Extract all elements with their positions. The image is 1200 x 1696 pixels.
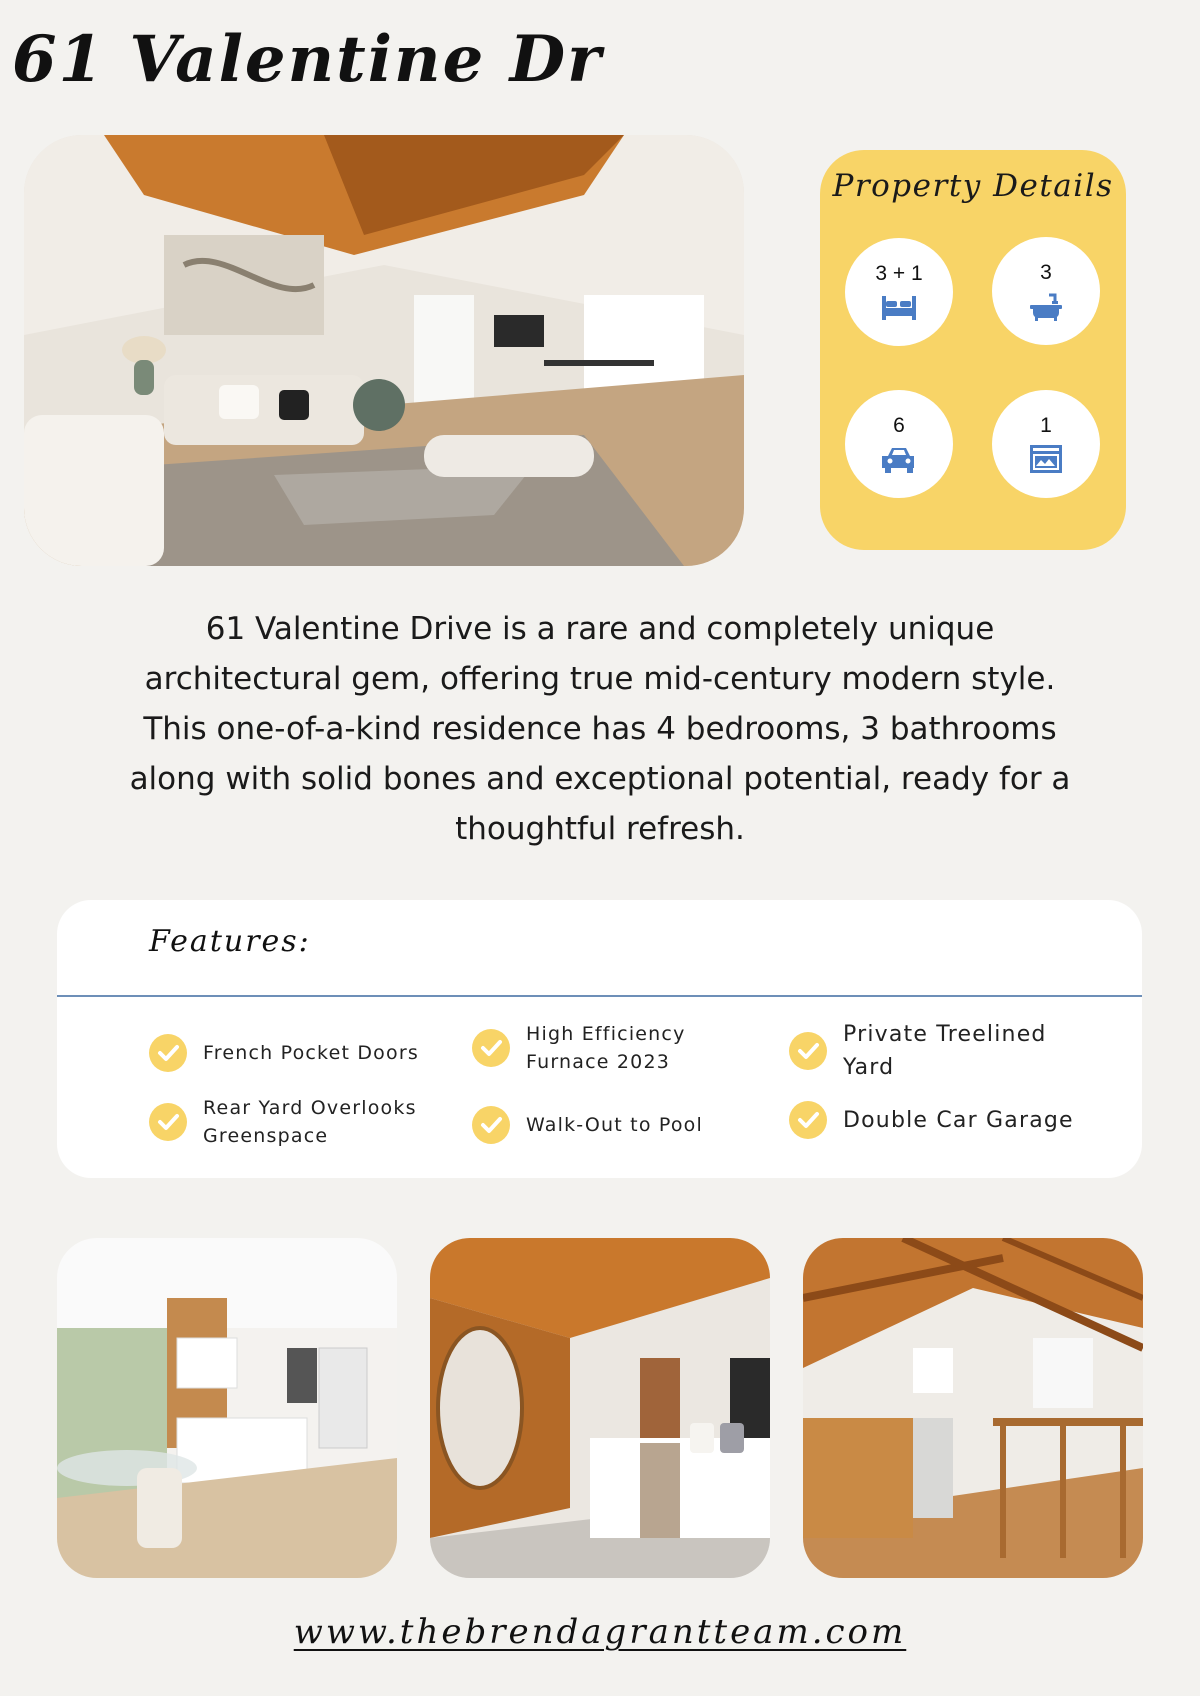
kitchen-value: 1 xyxy=(1040,414,1052,437)
feature-item xyxy=(472,1020,686,1076)
features-card xyxy=(57,900,1142,1178)
bedroom-photo xyxy=(430,1238,770,1578)
parking-value: 6 xyxy=(893,414,905,437)
feature-label: Rear Yard Overlooks Greenspace xyxy=(203,1097,417,1147)
feature-label: High Efficiency Furnace 2023 xyxy=(526,1023,686,1073)
bed-icon xyxy=(880,292,918,322)
feature-item xyxy=(789,1101,1074,1139)
feature-label: Double Car Garage xyxy=(843,1107,1074,1133)
check-icon xyxy=(149,1103,187,1141)
feature-label: Walk-Out to Pool xyxy=(526,1114,703,1136)
check-icon xyxy=(472,1106,510,1144)
bathrooms-value: 3 xyxy=(1040,261,1052,284)
property-details-card xyxy=(820,150,1126,550)
bathtub-icon xyxy=(1027,291,1065,321)
features-heading: Features: xyxy=(149,924,311,959)
feature-label: French Pocket Doors xyxy=(203,1042,419,1064)
feature-item xyxy=(149,1094,417,1150)
property-description: 61 Valentine Drive is a rare and completely unique architectural gem, offering true mid-century modern style. This one-of-a-kind residence has 4 bedrooms, 3 bathrooms along with solid bones and exceptional potential, ready for a thoughtful refresh. xyxy=(129,611,1071,847)
check-icon xyxy=(789,1032,827,1070)
check-icon xyxy=(149,1034,187,1072)
property-details-heading: Property Details xyxy=(832,168,1114,204)
bathrooms-stat xyxy=(992,237,1100,345)
kitchen-stat xyxy=(992,390,1100,498)
kitchen-icon xyxy=(1027,444,1065,474)
kitchen-photo xyxy=(57,1238,397,1578)
check-icon xyxy=(789,1101,827,1139)
website-link[interactable]: www.thebrendagrantteam.com xyxy=(293,1612,907,1652)
page-title: 61 Valentine Dr xyxy=(12,22,603,97)
features-divider xyxy=(57,995,1142,997)
living-room-photo xyxy=(24,135,744,566)
parking-stat xyxy=(845,390,953,498)
feature-label: Private Treelined Yard xyxy=(843,1022,1047,1080)
car-icon xyxy=(880,444,918,474)
feature-item xyxy=(472,1106,703,1144)
feature-item xyxy=(149,1034,419,1072)
feature-item xyxy=(789,1018,1047,1084)
loft-photo xyxy=(803,1238,1143,1578)
bedrooms-value: 3 + 1 xyxy=(875,262,923,285)
bedrooms-stat xyxy=(845,238,953,346)
check-icon xyxy=(472,1029,510,1067)
